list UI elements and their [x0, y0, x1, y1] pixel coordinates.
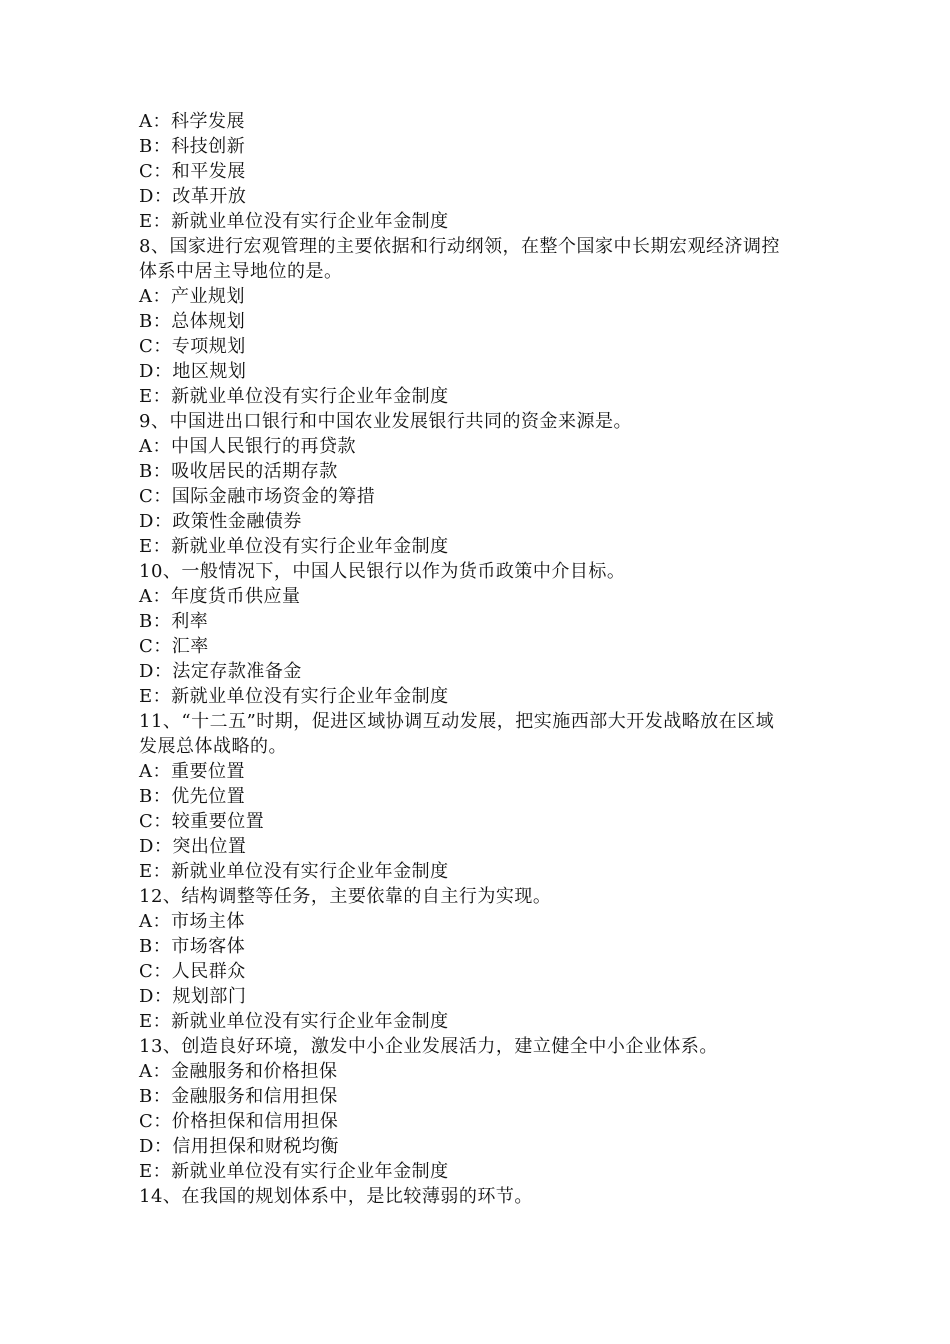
question-12-text: 12、结构调整等任务，主要依靠的自主行为实现。 — [139, 886, 552, 907]
option-e: E：新就业单位没有实行企业年金制度 — [139, 1011, 449, 1032]
question-11-text: 11、“十二五”时期，促进区域协调互动发展，把实施西部大开发战略放在区域 — [139, 711, 775, 732]
option-a: A：年度货币供应量 — [139, 586, 301, 607]
question-9-text: 9、中国进出口银行和中国农业发展银行共同的资金来源是。 — [139, 411, 632, 432]
option-e: E：新就业单位没有实行企业年金制度 — [139, 686, 449, 707]
option-d: D：法定存款准备金 — [139, 661, 302, 682]
option-b: B：吸收居民的活期存款 — [139, 461, 338, 482]
option-a: A：产业规划 — [139, 286, 245, 307]
option-c: C：价格担保和信用担保 — [139, 1111, 339, 1132]
option-d: D：地区规划 — [139, 361, 247, 382]
option-b: B：市场客体 — [139, 936, 246, 957]
option-a: A：金融服务和价格担保 — [139, 1061, 338, 1082]
option-a: A：中国人民银行的再贷款 — [139, 436, 356, 457]
option-b: B：总体规划 — [139, 311, 246, 332]
option-b: B：利率 — [139, 611, 209, 632]
question-11-text-cont: 发展总体战略的。 — [139, 736, 287, 757]
option-e: E：新就业单位没有实行企业年金制度 — [139, 1161, 449, 1182]
question-8-text: 8、国家进行宏观管理的主要依据和行动纲领，在整个国家中长期宏观经济调控 — [139, 236, 780, 257]
option-b: B：金融服务和信用担保 — [139, 1086, 338, 1107]
option-d: D：突出位置 — [139, 836, 247, 857]
option-b: B：科技创新 — [139, 136, 246, 157]
option-a: A：重要位置 — [139, 761, 245, 782]
option-e: E：新就业单位没有实行企业年金制度 — [139, 861, 449, 882]
document-page — [139, 109, 819, 1209]
option-d: D：政策性金融债券 — [139, 511, 302, 532]
option-c: C：和平发展 — [139, 161, 246, 182]
option-b: B：优先位置 — [139, 786, 246, 807]
question-13-text: 13、创造良好环境，激发中小企业发展活力，建立健全中小企业体系。 — [139, 1036, 718, 1057]
option-e: E：新就业单位没有实行企业年金制度 — [139, 536, 449, 557]
question-8-text-cont: 体系中居主导地位的是。 — [139, 261, 343, 282]
option-e: E：新就业单位没有实行企业年金制度 — [139, 211, 449, 232]
question-14-text: 14、在我国的规划体系中，是比较薄弱的环节。 — [139, 1186, 533, 1207]
option-c: C：人民群众 — [139, 961, 246, 982]
option-c: C：国际金融市场资金的筹措 — [139, 486, 376, 507]
option-d: D：信用担保和财税均衡 — [139, 1136, 339, 1157]
option-d: D：改革开放 — [139, 186, 247, 207]
option-c: C：较重要位置 — [139, 811, 265, 832]
option-c: C：汇率 — [139, 636, 209, 657]
option-c: C：专项规划 — [139, 336, 246, 357]
question-10-text: 10、一般情况下，中国人民银行以作为货币政策中介目标。 — [139, 561, 626, 582]
option-a: A：市场主体 — [139, 911, 245, 932]
option-e: E：新就业单位没有实行企业年金制度 — [139, 386, 449, 407]
option-d: D：规划部门 — [139, 986, 247, 1007]
option-a: A：科学发展 — [139, 111, 245, 132]
